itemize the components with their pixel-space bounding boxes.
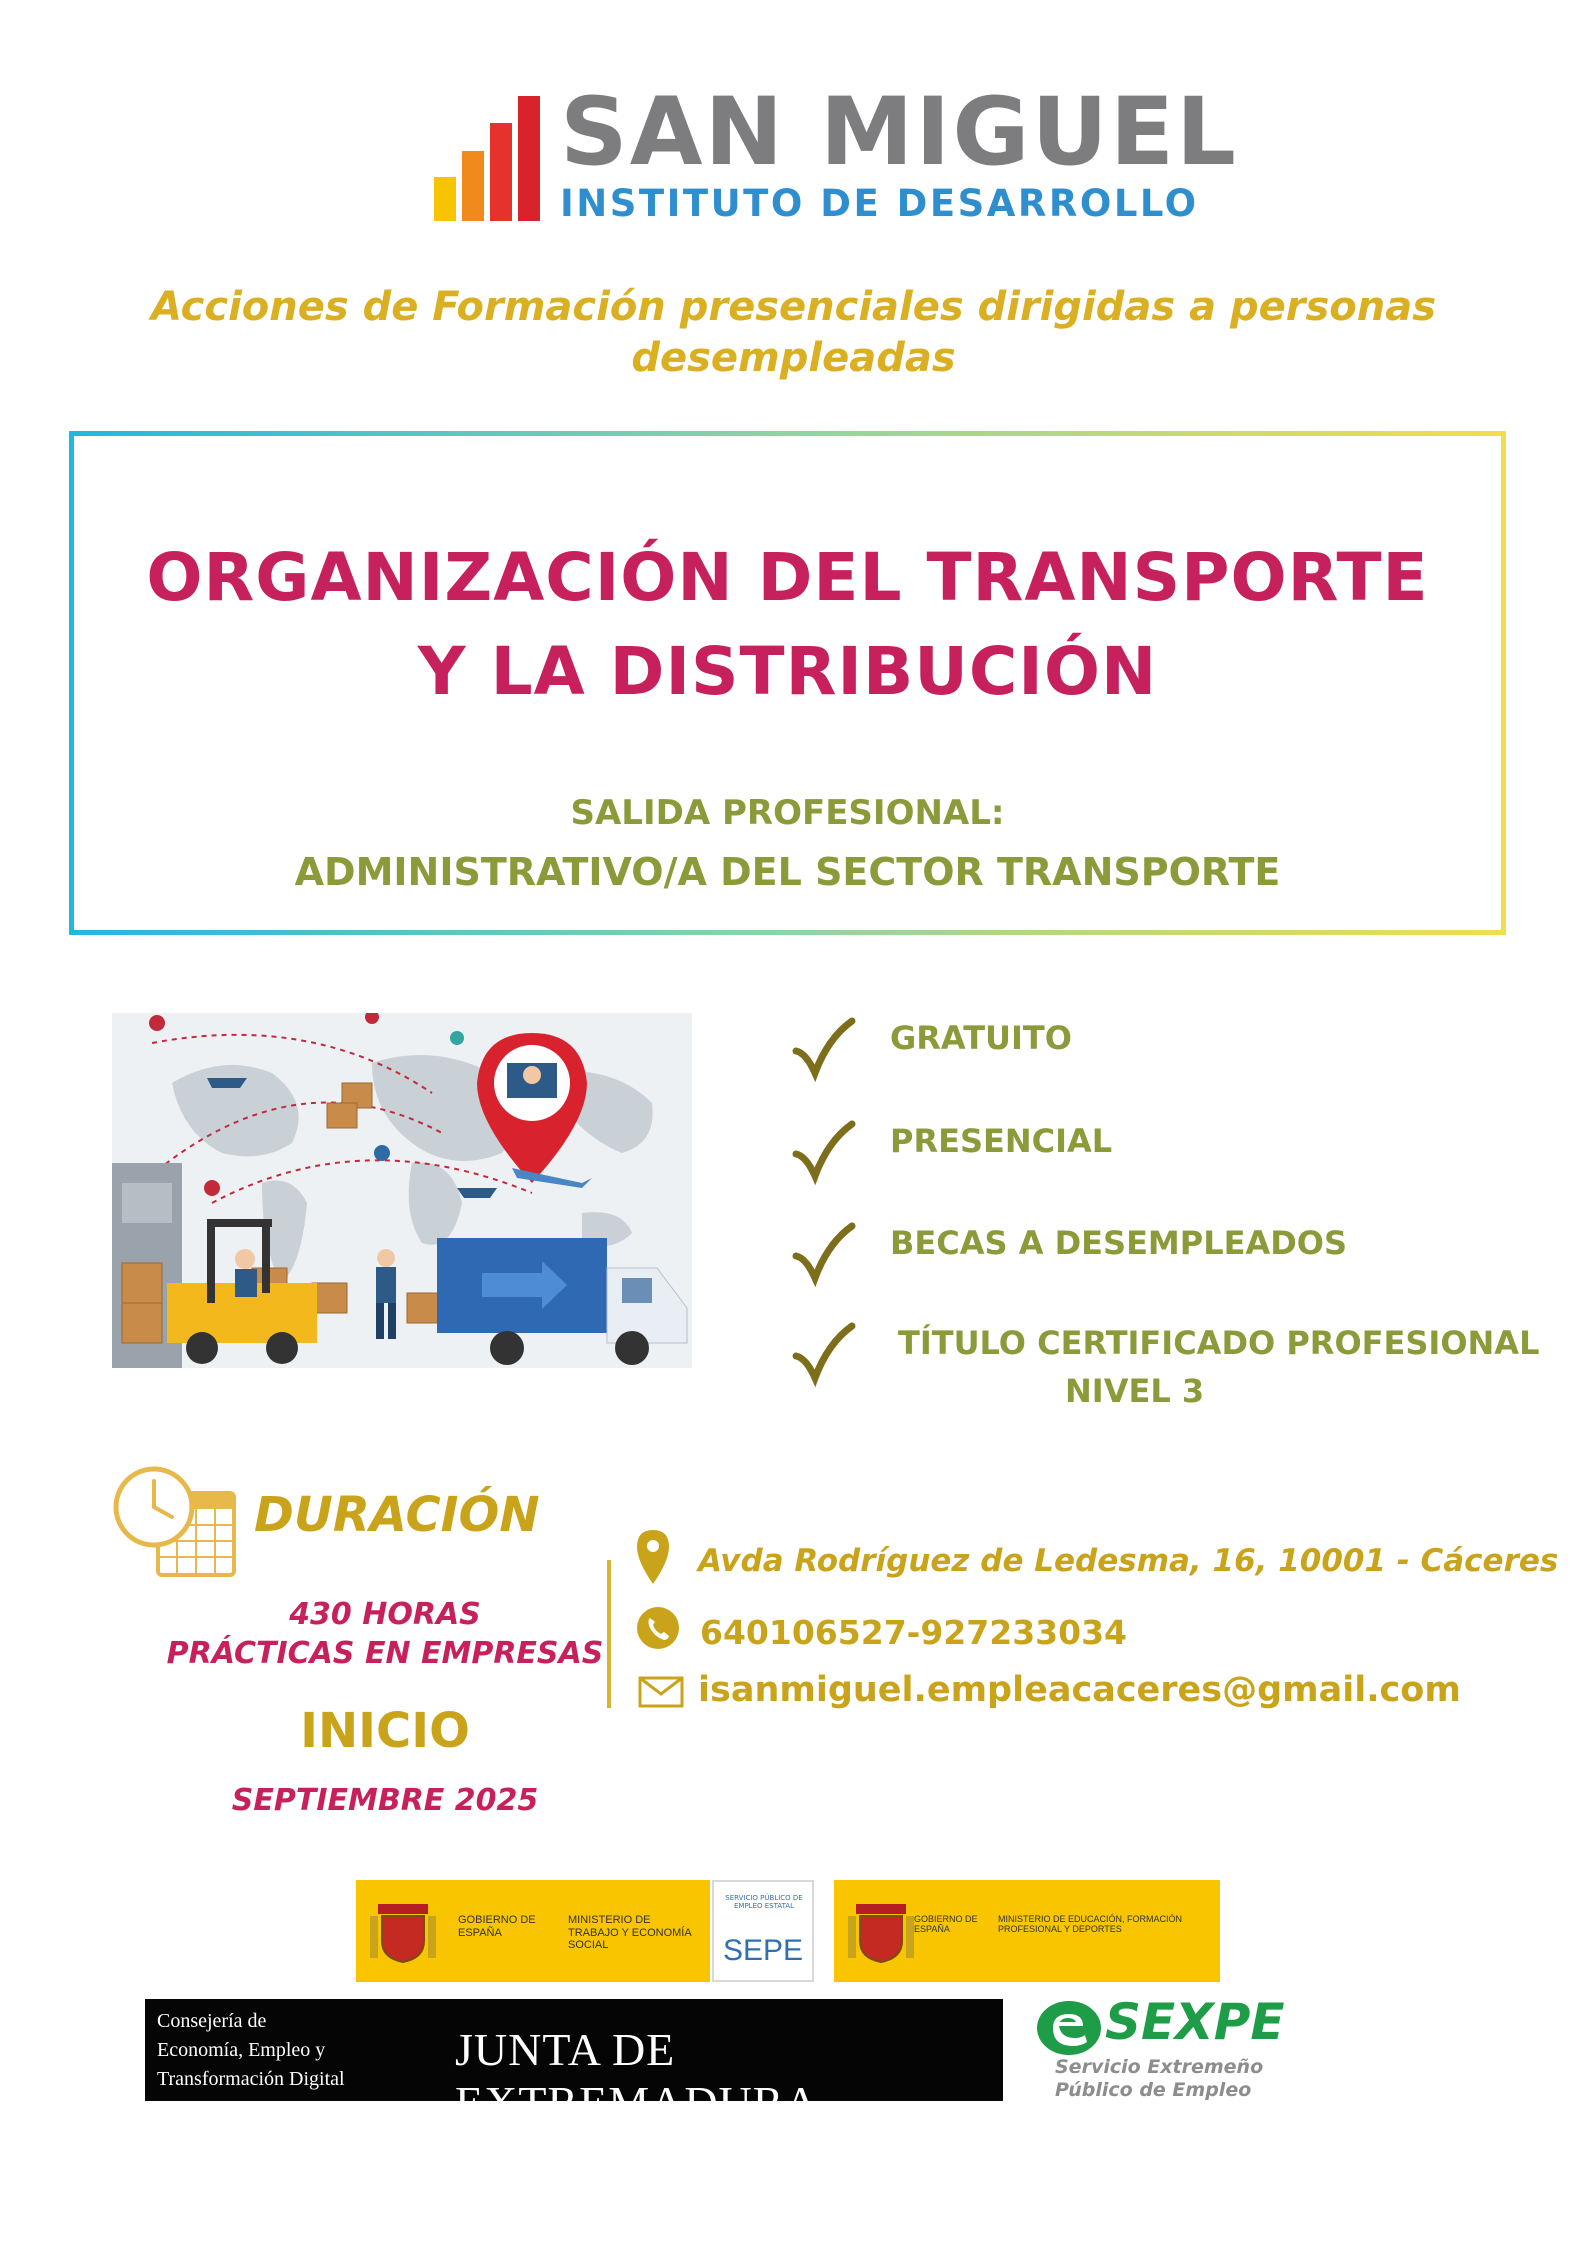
checkmark-icon <box>788 1116 858 1186</box>
junta-small-2: Economía, Empleo y <box>157 2039 326 2061</box>
checkmark-icon <box>788 1318 858 1388</box>
start-date: SEPTIEMBRE 2025 <box>231 1783 539 1818</box>
sexpe-e-icon <box>1035 1998 1103 2058</box>
feature-label-level: NIVEL 3 <box>1065 1372 1205 1410</box>
outlet-label: SALIDA PROFESIONAL: <box>570 793 1005 833</box>
checkmark-icon <box>788 1013 858 1083</box>
duration-hours: 430 HORAS <box>289 1597 481 1632</box>
contact-email[interactable]: isanmiguel.empleacaceres@gmail.com <box>698 1670 1461 1710</box>
junta-small-3: Transformación Digital <box>157 2068 345 2090</box>
feature-label: PRESENCIAL <box>890 1122 1113 1160</box>
gob2-a: GOBIERNO DE ESPAÑA <box>914 1914 978 1935</box>
junta-name: JUNTA DE EXTREMADURA <box>455 2024 819 2128</box>
junta-extremadura-logo <box>145 1999 1003 2128</box>
logo-subtitle: INSTITUTO DE DESARROLLO <box>560 182 1199 225</box>
junta-small-1: Consejería de <box>157 2010 267 2032</box>
feature-item <box>780 1218 1560 1288</box>
coat-of-arms-icon <box>846 1896 916 1966</box>
course-title-line1: ORGANIZACIÓN DEL TRANSPORTE <box>146 539 1429 616</box>
gob1-b: MINISTERIO DE TRABAJO Y ECONOMÍA SOCIAL <box>568 1914 692 1952</box>
checkmark-icon <box>788 1218 858 1288</box>
logistics-illustration <box>112 1013 692 1368</box>
gob2-b: MINISTERIO DE EDUCACIÓN, FORMACIÓN PROFESIONAL Y DEPORTES <box>998 1914 1183 1935</box>
gobierno-trabajo-logo <box>356 1880 710 1982</box>
contact-phone[interactable]: 640106527-927233034 <box>700 1613 1128 1652</box>
sexpe-subtitle <box>1055 2056 1263 2102</box>
feature-item <box>780 1318 1560 1418</box>
duration-label: DURACIÓN <box>254 1487 540 1543</box>
coat-of-arms-icon <box>368 1896 438 1966</box>
feature-label: TÍTULO CERTIFICADO PROFESIONAL <box>898 1324 1540 1362</box>
gob1-a: GOBIERNO DE ESPAÑA <box>458 1914 536 1939</box>
phone-icon <box>636 1606 680 1650</box>
divider <box>607 1560 611 1708</box>
start-label: INICIO <box>300 1703 470 1759</box>
logo-name: SAN MIGUEL <box>560 78 1238 187</box>
duration-practice: PRÁCTICAS EN EMPRESAS <box>166 1636 604 1671</box>
feature-label: GRATUITO <box>890 1019 1072 1057</box>
contact-address: Avda Rodríguez de Ledesma, 16, 10001 - Cáceres <box>698 1543 1559 1579</box>
feature-label: BECAS A DESEMPLEADOS <box>890 1224 1348 1262</box>
sepe-small: SERVICIO PÚBLICO DE EMPLEO ESTATAL <box>725 1894 803 1911</box>
sepe-logo <box>712 1880 814 1982</box>
sexpe-sub-1: Servicio Extremeño <box>1055 2056 1264 2078</box>
logo-bars-icon <box>434 96 544 221</box>
tagline: Acciones de Formación presenciales dirigidas a personas desempleadas <box>150 284 1437 381</box>
course-title-line2: Y LA DISTRIBUCIÓN <box>417 632 1158 710</box>
junta-consejeria <box>157 2007 345 2094</box>
gobierno-educacion-logo <box>834 1880 1220 1982</box>
course-box <box>69 431 1506 935</box>
sexpe-name: SEXPE <box>1105 1993 1285 2051</box>
course-title <box>74 531 1501 718</box>
feature-item <box>780 1013 1560 1083</box>
sepe-big: SEPE <box>722 1934 804 1967</box>
clock-calendar-icon <box>110 1463 240 1583</box>
envelope-icon <box>638 1676 684 1708</box>
sexpe-sub-2: Público de Empleo <box>1055 2078 1252 2101</box>
location-pin-icon <box>636 1528 670 1586</box>
outlet-value: ADMINISTRATIVO/A DEL SECTOR TRANSPORTE <box>294 850 1281 894</box>
feature-item <box>780 1116 1560 1186</box>
